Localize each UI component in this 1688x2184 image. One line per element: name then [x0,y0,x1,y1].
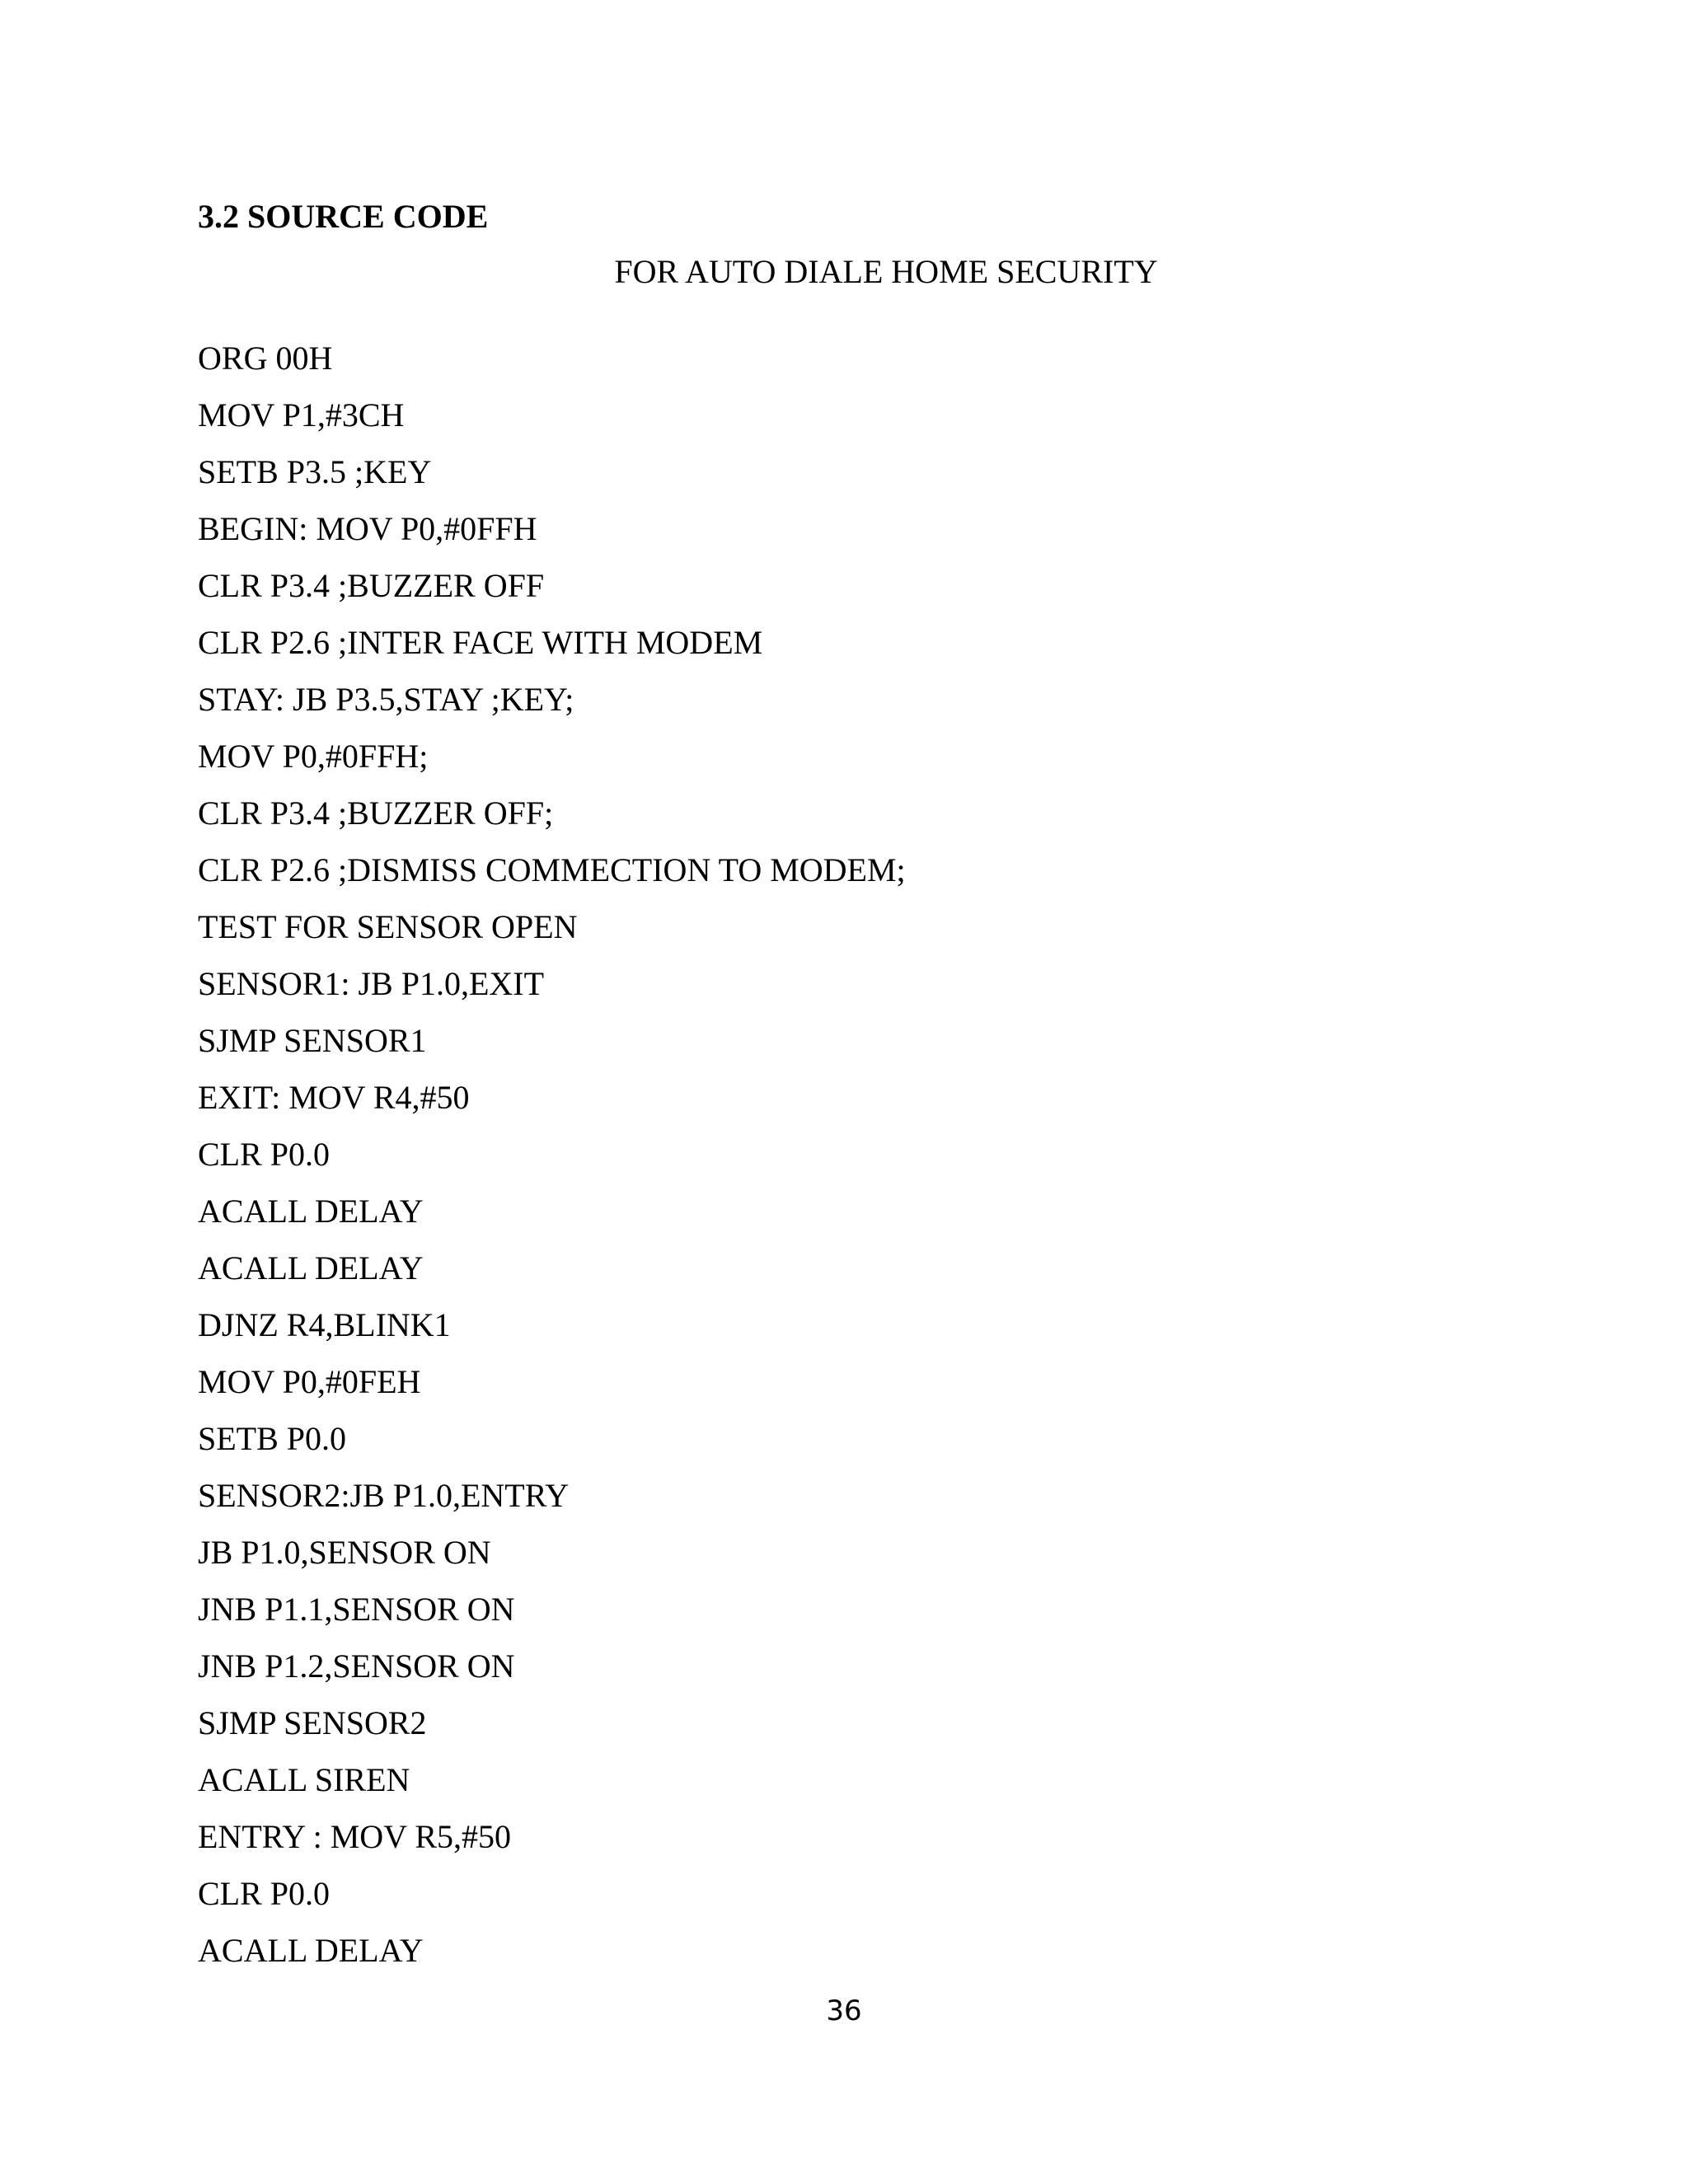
page-number: 36 [826,1994,862,2027]
code-line: ACALL DELAY [198,1932,424,1969]
code-title: FOR AUTO DIALE HOME SECURITY [614,253,1158,290]
code-line: JNB P1.1,SENSOR ON [198,1591,515,1628]
section-heading: 3.2 SOURCE CODE [198,198,489,235]
code-line: EXIT: MOV R4,#50 [198,1079,470,1116]
code-line: CLR P2.6 ;DISMISS COMMECTION TO MODEM; [198,851,906,888]
code-line: CLR P3.4 ;BUZZER OFF [198,567,545,604]
code-line: MOV P0,#0FFH; [198,738,429,775]
code-line: SJMP SENSOR2 [198,1704,427,1741]
code-line: CLR P2.6 ;INTER FACE WITH MODEM [198,624,763,661]
code-line: CLR P0.0 [198,1136,331,1173]
code-line: DJNZ R4,BLINK1 [198,1306,451,1343]
code-line: JNB P1.2,SENSOR ON [198,1647,515,1685]
code-line: MOV P1,#3CH [198,396,405,434]
code-line: SJMP SENSOR1 [198,1022,427,1059]
code-line: STAY: JB P3.5,STAY ;KEY; [198,681,574,718]
code-line: ACALL DELAY [198,1249,424,1286]
code-line: ENTRY : MOV R5,#50 [198,1818,512,1855]
code-line: BEGIN: MOV P0,#0FFH [198,510,537,547]
code-line: SETB P3.5 ;KEY [198,453,432,490]
code-line: MOV P0,#0FEH [198,1363,421,1400]
code-line: JB P1.0,SENSOR ON [198,1534,491,1571]
code-line: ORG 00H [198,340,333,377]
code-line: CLR P3.4 ;BUZZER OFF; [198,794,554,832]
code-line: TEST FOR SENSOR OPEN [198,908,578,945]
code-line: ACALL DELAY [198,1193,424,1230]
code-line: SETB P0.0 [198,1420,347,1457]
code-line: ACALL SIREN [198,1761,410,1798]
code-line: CLR P0.0 [198,1875,331,1912]
code-line: SENSOR1: JB P1.0,EXIT [198,965,545,1002]
code-listing [198,330,906,1979]
code-line: SENSOR2:JB P1.0,ENTRY [198,1477,570,1514]
